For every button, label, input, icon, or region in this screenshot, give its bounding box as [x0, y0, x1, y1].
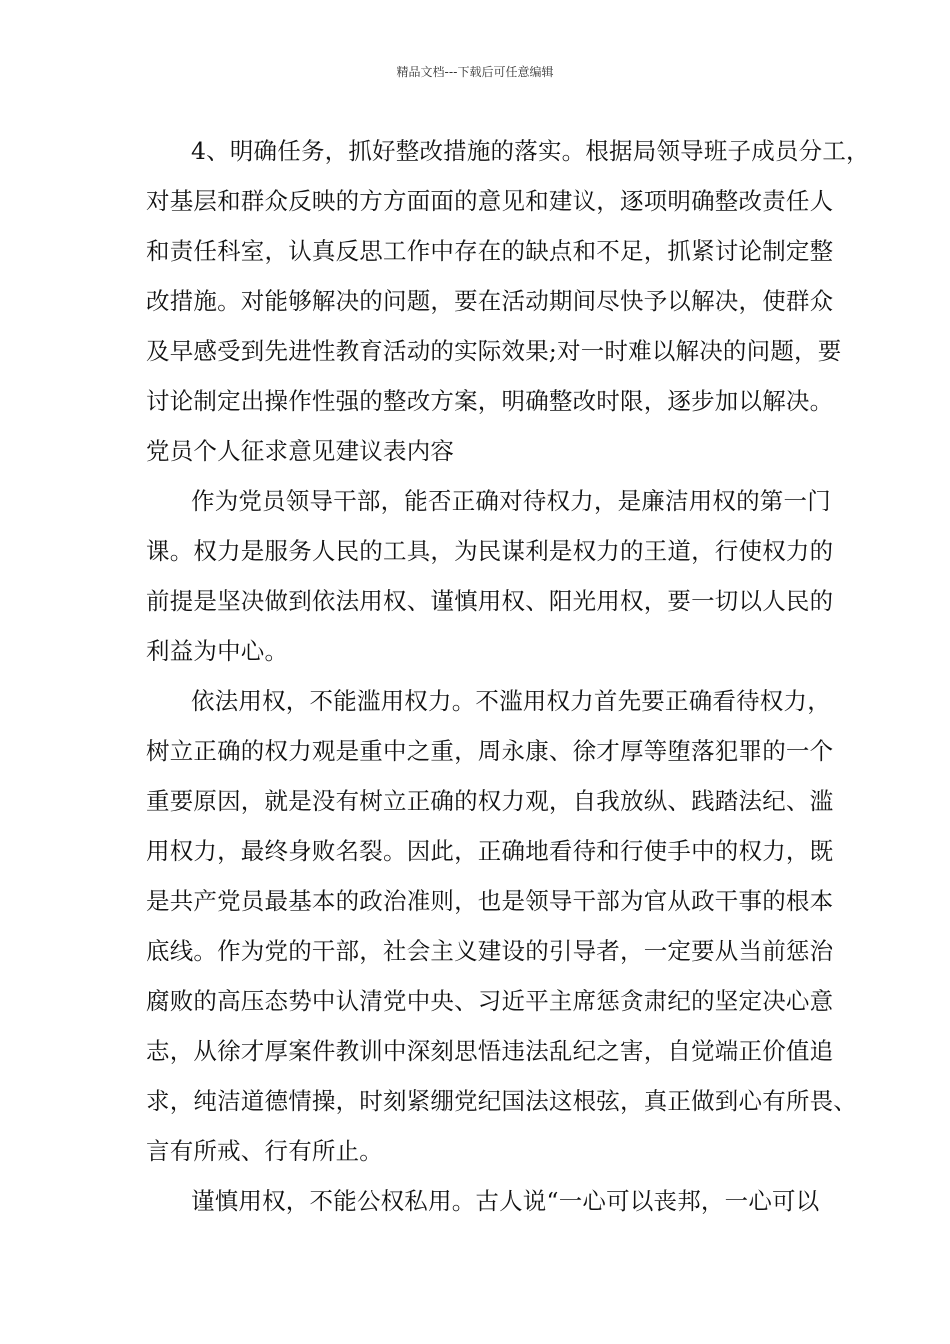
text-line: 依法用权，不能滥用权力。不滥用权力首先要正确看待权力，	[191, 687, 831, 715]
section-heading: 党员个人征求意见建议表内容	[146, 437, 455, 465]
text-line: 4、明确任务，抓好整改措施的落实。根据局领导班子成员分工，	[191, 137, 870, 165]
text-line: 重要原因，就是没有树立正确的权力观，自我放纵、践踏法纪、滥	[146, 787, 834, 815]
text-line: 志，从徐才厚案件教训中深刻思悟违法乱纪之害，自觉端正价值追	[146, 1037, 834, 1065]
text-line: 作为党员领导干部，能否正确对待权力，是廉洁用权的第一门	[191, 487, 831, 515]
text-line: 底线。作为党的干部，社会主义建设的引导者，一定要从当前惩治	[146, 937, 834, 965]
text-line: 前提是坚决做到依法用权、谨慎用权、阳光用权，要一切以人民的	[146, 587, 834, 615]
document-body	[146, 126, 870, 1226]
text-line: 对基层和群众反映的方方面面的意见和建议，逐项明确整改责任人	[146, 187, 834, 215]
text-line: 谨慎用权，不能公权私用。古人说“一心可以丧邦，一心可以	[191, 1187, 820, 1215]
text-line: 及早感受到先进性教育活动的实际效果;对一时难以解决的问题，要	[146, 337, 842, 365]
page-header: 精品文档---下载后可任意编辑	[396, 65, 554, 79]
text-line: 改措施。对能够解决的问题，要在活动期间尽快予以解决，使群众	[146, 287, 834, 315]
text-line: 求，纯洁道德情操，时刻紧绷党纪国法这根弦，真正做到心有所畏、	[146, 1087, 857, 1115]
text-line: 课。权力是服务人民的工具，为民谋利是权力的王道，行使权力的	[146, 537, 834, 565]
text-line: 树立正确的权力观是重中之重，周永康、徐才厚等堕落犯罪的一个	[146, 737, 834, 765]
text-line: 腐败的高压态势中认清党中央、习近平主席惩贪肃纪的坚定决心意	[146, 987, 834, 1015]
text-line: 用权力，最终身败名裂。因此，正确地看待和行使手中的权力，既	[146, 837, 834, 865]
text-line: 利益为中心。	[146, 637, 289, 665]
text-line: 言有所戒、行有所止。	[146, 1137, 383, 1165]
text-line: 和责任科室，认真反思工作中存在的缺点和不足，抓紧讨论制定整	[146, 237, 834, 265]
text-line: 讨论制定出操作性强的整改方案，明确整改时限，逐步加以解决。	[146, 387, 834, 415]
text-line: 是共产党员最基本的政治准则，也是领导干部为官从政干事的根本	[146, 887, 834, 915]
